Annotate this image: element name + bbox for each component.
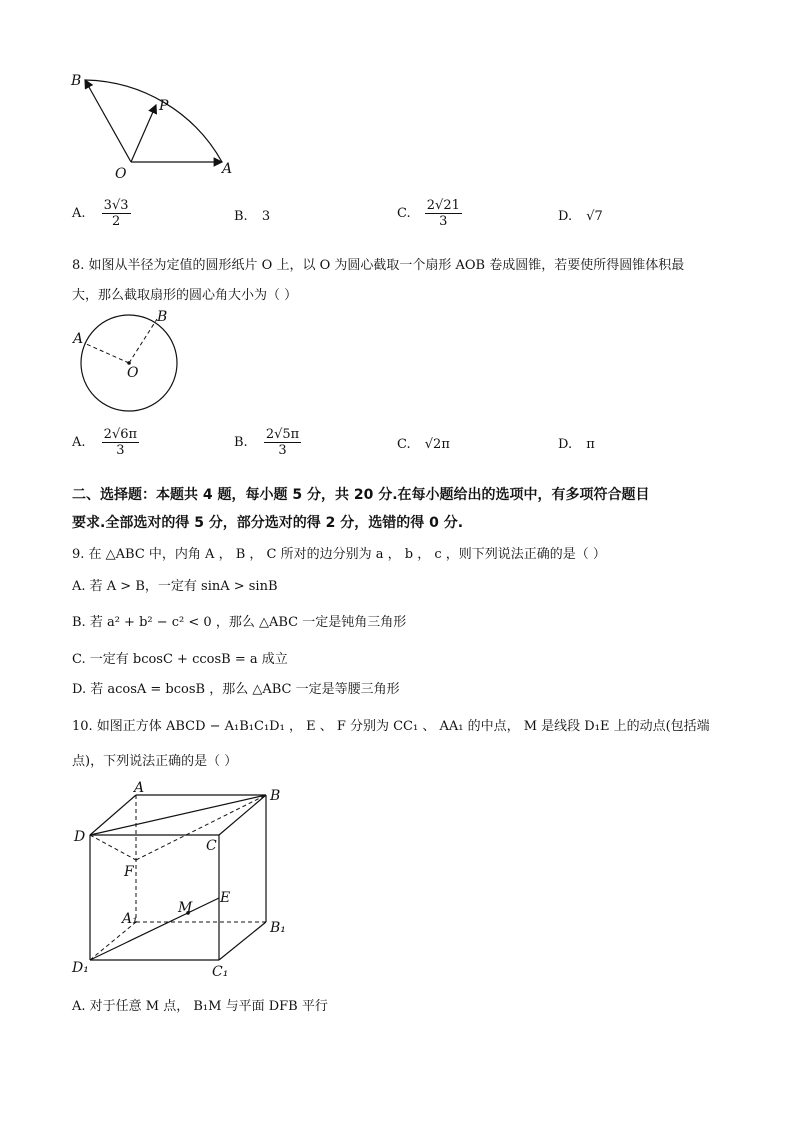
- q9-option-a[interactable]: A. 若 A > B，一定有 sinA > sinB: [72, 579, 278, 594]
- label-c: C: [206, 838, 217, 854]
- q7-option-a[interactable]: A. $\frac{3√3}{2}$: [72, 198, 129, 229]
- label-o: O: [115, 166, 127, 182]
- vector-ob: [85, 80, 131, 162]
- q9-option-c[interactable]: C. 一定有 bcosC + ccosB = a 成立: [72, 652, 288, 667]
- sector-arc: [85, 80, 222, 162]
- label-d: D: [74, 829, 86, 845]
- label-o: O: [127, 365, 139, 381]
- q8-stem-line1: 8. 如图从半径为定值的圆形纸片 O 上，以 O 为圆心截取一个扇形 AOB 卷成圆锥，若要使所得圆锥体积最: [72, 258, 685, 273]
- label-c1: C₁: [212, 964, 229, 980]
- q10-stem-line1: 10. 如图正方体 ABCD − A₁B₁C₁D₁ ， E 、 F 分别为 CC₁ 、 AA₁ 的中点， M 是线段 D₁E 上的动点(包括端: [72, 719, 710, 734]
- label-a: A: [222, 161, 233, 177]
- circle-figure: [68, 305, 188, 417]
- vector-op: [131, 105, 156, 162]
- label-m: M: [178, 900, 193, 916]
- q8-option-a[interactable]: A. $\frac{2√6\pi}{3}$: [72, 427, 138, 458]
- label-a: A: [134, 780, 145, 796]
- q8-option-c[interactable]: C. √2π: [397, 437, 450, 452]
- sector-figure: [65, 65, 250, 185]
- section-heading-line2: 要求.全部选对的得 5 分，部分选对的得 2 分，选错的得 0 分.: [72, 515, 464, 531]
- label-e: E: [220, 890, 231, 906]
- q8-option-b[interactable]: B. $\frac{2√5\pi}{3}$: [234, 427, 300, 458]
- label-a1: A₁: [122, 911, 138, 927]
- q8-option-d[interactable]: D. π: [558, 437, 595, 452]
- q9-stem: 9. 在 △ABC 中，内角 A ， B ， C 所对的边分别为 a ， b ， c ，则下列说法正确的是（ ）: [72, 547, 606, 562]
- q9-option-b[interactable]: B. 若 a² + b² − c² < 0 ，那么 △ABC 一定是钝角三角形: [72, 615, 407, 630]
- q7-option-c[interactable]: C. $\frac{2√21}{3}$: [397, 198, 460, 229]
- q10-stem-line2: 点)，下列说法正确的是（ ）: [72, 754, 238, 769]
- q7-option-b[interactable]: B. 3: [234, 209, 271, 224]
- label-f: F: [124, 864, 134, 880]
- label-b: B: [71, 73, 82, 89]
- q8-stem-line2: 大，那么截取扇形的圆心角大小为（ ）: [72, 288, 298, 303]
- label-b1: B₁: [270, 920, 286, 936]
- label-b: B: [270, 788, 281, 804]
- section-heading-line1: 二、选择题：本题共 4 题，每小题 5 分，共 20 分.在每小题给出的选项中，有多项符合题目: [72, 487, 650, 503]
- label-b: B: [157, 309, 168, 325]
- q7-option-d[interactable]: D. √7: [558, 209, 603, 224]
- cube-figure: [68, 780, 298, 985]
- q10-option-a[interactable]: A. 对于任意 M 点， B₁M 与平面 DFB 平行: [72, 999, 328, 1014]
- label-p: P: [159, 98, 169, 114]
- label-a: A: [73, 331, 84, 347]
- q9-option-d[interactable]: D. 若 acosA = bcosB ，那么 △ABC 一定是等腰三角形: [72, 682, 400, 697]
- label-d1: D₁: [72, 960, 89, 976]
